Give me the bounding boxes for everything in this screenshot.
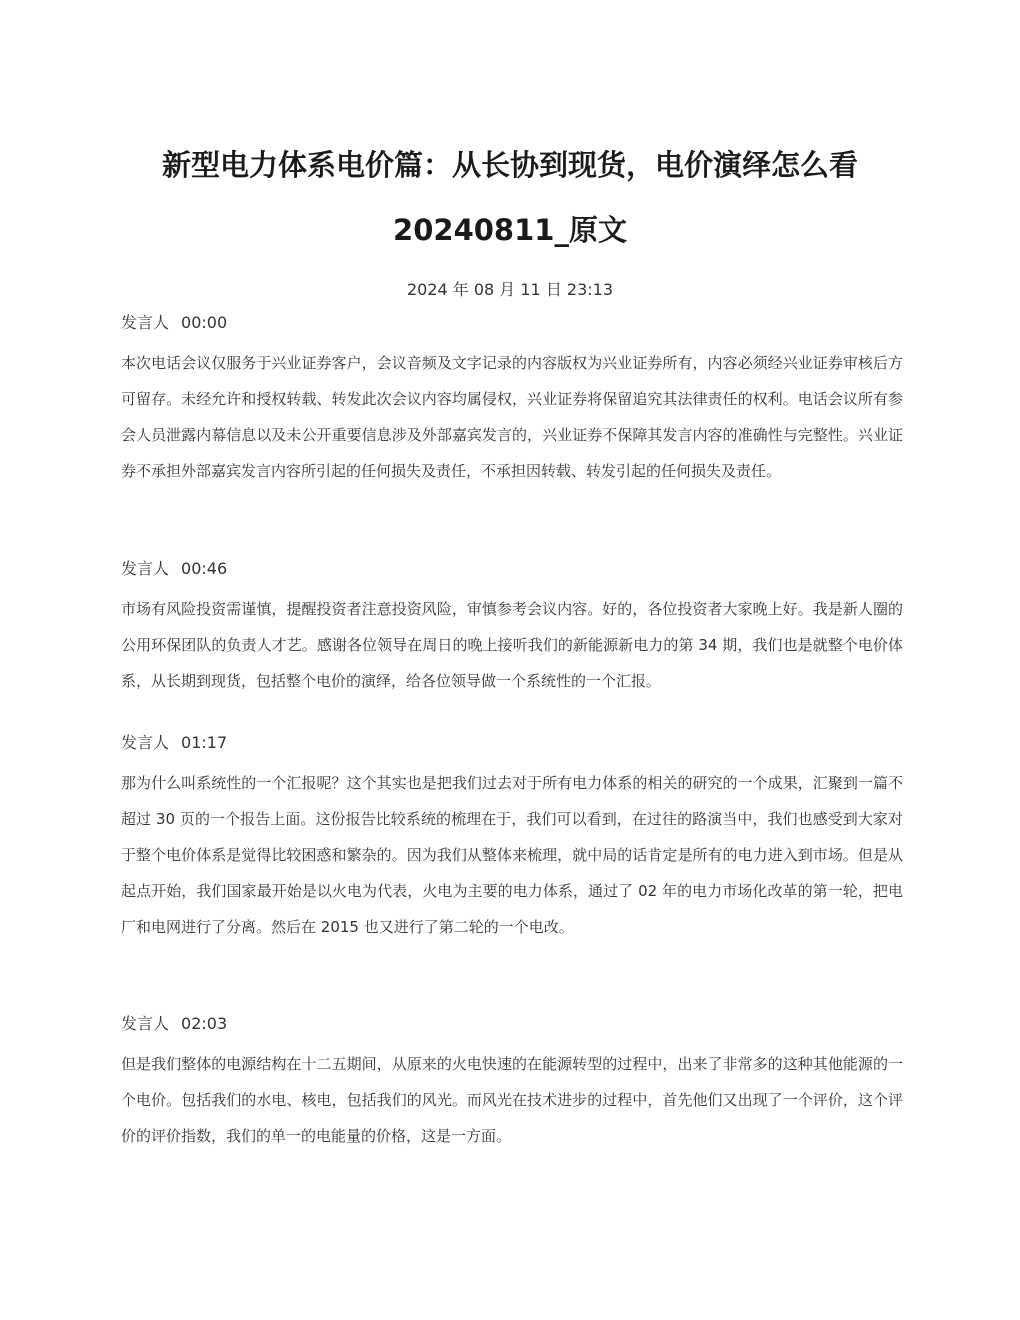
transcript-segment	[121, 1012, 903, 1154]
document-title-line1: 新型电力体系电价篇：从长协到现货，电价演绎怎么看	[161, 148, 858, 182]
transcript-text: 市场有风险投资需谨慎，提醒投资者注意投资风险，审慎参考会议内容。好的，各位投资者大家晚上好。我是新人圈的公用环保团队的负责人才艺。感谢各位领导在周日的晚上接听我们的新能源新电力的第 34 期，我们也是就整个电价体系，从长期到现货，包括整个电价的演绎，给各位领导做一个系统性的一个汇报。	[121, 600, 903, 690]
speaker-timestamp: 02:03	[181, 1014, 228, 1033]
transcript-segment	[121, 311, 903, 489]
speaker-name: 发言人	[121, 559, 170, 578]
speaker-name: 发言人	[121, 1014, 170, 1033]
speaker-header	[121, 557, 903, 581]
speaker-name: 发言人	[121, 313, 170, 332]
transcript-segment	[121, 731, 903, 945]
speaker-timestamp: 01:17	[181, 733, 228, 752]
transcript-text: 本次电话会议仅服务于兴业证券客户，会议音频及文字记录的内容版权为兴业证券所有，内容必须经兴业证券审核后方可留存。未经允许和授权转载、转发此次会议内容均属侵权，兴业证券将保留追究其法律责任的权利。电话会议所有参会人员泄露内幕信息以及未公开重要信息涉及外部嘉宾发言的，兴业证券不保障其发言内容的准确性与完整性。兴业证券不承担外部嘉宾发言内容所引起的任何损失及责任，不承担因转载、转发引起的任何损失及责任。	[121, 354, 903, 480]
speaker-header	[121, 731, 903, 755]
document-date: 2024 年 08 月 11 日 23:13	[406, 280, 614, 299]
speaker-header	[121, 1012, 903, 1036]
transcript-text: 那为什么叫系统性的一个汇报呢？这个其实也是把我们过去对于所有电力体系的相关的研究的一个成果，汇聚到一篇不超过 30 页的一个报告上面。这份报告比较系统的梳理在于，我们可以看到，在过往的路演当中，我们也感受到大家对于整个电价体系是觉得比较困惑和繁杂的。因为我们从整体来梳理，就中局的话肯定是所有的电力进入到市场。但是从起点开始，我们国家最开始是以火电为代表，火电为主要的电力体系，通过了 02 年的电力市场化改革的第一轮，把电厂和电网进行了分离。然后在 2015 也又进行了第二轮的一个电改。	[121, 774, 903, 936]
speaker-name: 发言人	[121, 733, 170, 752]
speaker-header	[121, 311, 903, 335]
transcript-segment	[121, 557, 903, 699]
speaker-timestamp: 00:46	[181, 559, 228, 578]
speaker-timestamp: 00:00	[181, 313, 228, 332]
transcript-text: 但是我们整体的电源结构在十二五期间，从原来的火电快速的在能源转型的过程中，出来了非常多的这种其他能源的一个电价。包括我们的水电、核电，包括我们的风光。而风光在技术进步的过程中，首先他们又出现了一个评价，这个评价的评价指数，我们的单一的电能量的价格，这是一方面。	[121, 1055, 903, 1145]
document-title-line2: 20240811_原文	[393, 213, 627, 247]
